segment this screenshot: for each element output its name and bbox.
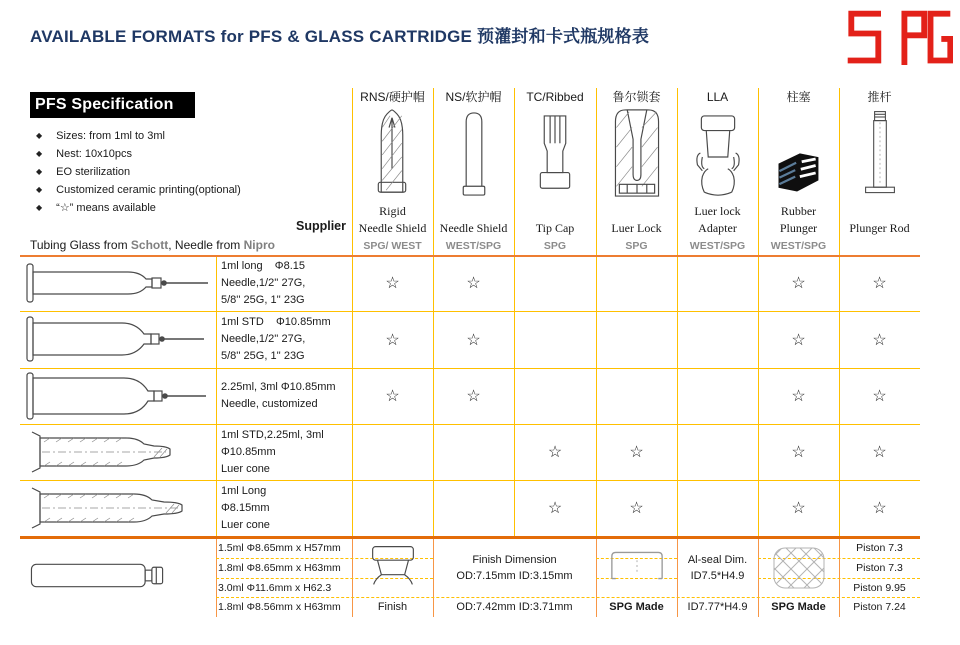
cartridge-size: 1.8ml Φ8.65mm x H63mm — [218, 562, 341, 574]
al-seal-icon — [608, 550, 666, 582]
diamond-bullet-icon: ◆ — [36, 203, 43, 212]
column-supplier: SPG — [543, 240, 567, 252]
row-description — [221, 311, 351, 368]
diamond-bullet-icon: ◆ — [36, 131, 43, 140]
star-available-icon: ☆ — [547, 500, 563, 517]
column-name-line: Luer lock — [694, 204, 741, 218]
column-name — [514, 220, 596, 237]
seal-made-label: SPG Made — [609, 601, 664, 613]
spec-bullet — [36, 181, 336, 199]
column-supplier: WEST/SPG — [689, 240, 746, 252]
star-available-icon: ☆ — [547, 444, 563, 461]
column-name — [677, 203, 758, 237]
finish-icon — [362, 543, 424, 589]
star-available-icon: ☆ — [872, 500, 887, 517]
column-title: LLA — [706, 90, 729, 104]
al-seal-dimension-row4: ID7.77*H4.9 — [687, 601, 748, 613]
spec-bullet — [36, 145, 336, 163]
row-description-line: 5/8'' 25G, 1'' 23G — [221, 350, 305, 362]
row-description — [221, 368, 351, 424]
soft-needle-shield-icon — [456, 110, 492, 198]
cartridge-size: 3.0ml Φ11.6mm x H62.3 — [218, 581, 332, 594]
star-available-icon: ☆ — [385, 331, 400, 349]
luer-lock-adapter-icon — [690, 112, 746, 202]
row-description-line: 1ml long Φ8.15 — [221, 259, 305, 272]
column-title: NS/软护帽 — [445, 90, 502, 104]
column-name — [839, 220, 920, 237]
row-description-line: 2.25ml, 3ml Φ10.85mm — [221, 381, 336, 393]
spec-bullet-text: Nest: 10x10pcs — [56, 148, 132, 160]
finish-dimension: Finish Dimension OD:7.15mm ID:3.15mm — [456, 553, 573, 582]
finish-dimension-row4: OD:7.42mm ID:3.71mm — [456, 601, 573, 613]
star-available-icon: ☆ — [629, 500, 644, 517]
column-name-line: Rigid — [379, 204, 406, 218]
spec-bullet — [36, 199, 336, 217]
star-available-icon: ☆ — [872, 388, 887, 405]
plunger-rod-icon — [862, 106, 898, 200]
page-title-zh: 预灌封和卡式瓶规格表 — [477, 27, 650, 46]
piston-size: Piston 7.3 — [856, 542, 903, 554]
page-title — [30, 22, 649, 47]
luer-cone-syringe-icon — [26, 486, 218, 530]
brand-schott: Schott — [130, 238, 169, 252]
row-description — [221, 424, 351, 480]
column-supplier: SPG — [625, 240, 648, 252]
column-name-line: Luer Lock — [611, 221, 662, 235]
star-available-icon: ☆ — [629, 444, 644, 461]
column-supplier: WEST/SPG — [770, 240, 827, 252]
row-description-line: Φ8.15mm — [221, 501, 270, 514]
column-title: TC/Ribbed — [526, 90, 584, 104]
piston-size: Piston 7.24 — [853, 601, 906, 613]
column-name-line: Adapter — [698, 221, 737, 235]
al-seal-dimension: Al-seal Dim. ID7.5*H4.9 — [687, 553, 748, 582]
row-description — [221, 480, 351, 536]
column-name — [433, 220, 514, 237]
cartridge-size: 1.5ml Φ8.65mm x H57mm — [218, 542, 341, 554]
brand-nipro: Nipro — [243, 238, 275, 252]
syringe-needle-icon — [24, 314, 212, 364]
row-description-line: 1ml STD,2.25ml, 3ml — [221, 428, 324, 441]
star-available-icon: ☆ — [791, 388, 806, 405]
column-name-line: Rubber — [780, 204, 817, 218]
spec-heading: PFS Specification — [30, 92, 195, 118]
row-description-line: 1ml Long — [221, 484, 267, 497]
column-name-line: Needle Shield — [358, 221, 427, 235]
row-description-line: Φ10.85mm — [221, 445, 276, 458]
star-available-icon: ☆ — [466, 275, 481, 292]
column-supplier: SPG/ WEST — [363, 240, 422, 252]
column-title: 推杆 — [867, 90, 892, 104]
supplier-label: Supplier — [295, 219, 346, 233]
finish-label: Finish — [377, 601, 408, 613]
star-available-icon: ☆ — [791, 275, 806, 292]
spec-bullet-text: EO sterilization — [56, 166, 131, 178]
row-description-line: 5/8'' 25G, 1'' 23G — [221, 293, 305, 306]
column-title: RNS/硬护帽 — [360, 90, 425, 104]
star-available-icon: ☆ — [791, 500, 806, 517]
cartridge-size: 1.8ml Φ8.56mm x H63mm — [218, 601, 341, 613]
piston-size: Piston 7.3 — [856, 562, 903, 574]
syringe-needle-icon — [24, 370, 212, 422]
column-name — [758, 203, 839, 237]
star-available-icon: ☆ — [872, 275, 887, 292]
row-description-line: Luer cone — [221, 462, 270, 475]
column-title: 鲁尔锁套 — [612, 90, 661, 104]
star-available-icon: ☆ — [466, 331, 481, 349]
star-available-icon: ☆ — [791, 331, 806, 349]
column-supplier: WEST/SPG — [445, 240, 502, 252]
star-available-icon: ☆ — [385, 388, 400, 405]
rigid-needle-shield-icon — [372, 108, 412, 198]
row-description-line: Needle,1/2'' 27G, — [221, 333, 306, 345]
tip-cap-icon — [533, 112, 577, 198]
luer-lock-icon — [609, 106, 665, 200]
row-description-line: Luer cone — [221, 518, 270, 531]
column-name — [596, 220, 677, 237]
column-name-line: Plunger Rod — [849, 221, 910, 235]
luer-cone-syringe-icon — [26, 430, 206, 474]
row-description — [221, 255, 351, 311]
spec-bullet — [36, 163, 336, 181]
spec-bullet-text: Customized ceramic printing(optional) — [56, 184, 241, 196]
spg-logo-icon — [845, 8, 953, 68]
star-available-icon: ☆ — [466, 388, 481, 405]
cartridge-icon — [30, 562, 166, 589]
column-name-line: Tip Cap — [535, 221, 575, 235]
diamond-bullet-icon: ◆ — [36, 167, 43, 176]
rubber-plunger-icon — [772, 148, 824, 196]
spec-bullet-text: Sizes: from 1ml to 3ml — [56, 130, 165, 142]
rubber-disc-icon — [772, 546, 826, 590]
tubing-note: Tubing Glass from Schott, Needle from Nipro — [30, 238, 275, 252]
star-available-icon: ☆ — [872, 331, 887, 349]
column-name — [352, 203, 433, 237]
column-supplier — [839, 239, 920, 254]
spec-bullet-text: “☆” means available — [56, 202, 156, 214]
star-available-icon: ☆ — [791, 444, 806, 461]
piston-size: Piston 9.95 — [853, 581, 906, 594]
star-available-icon: ☆ — [385, 275, 400, 292]
column-title: 柱塞 — [786, 90, 811, 104]
row-description-line: Needle, customized — [221, 398, 318, 410]
column-name-line: Plunger — [779, 221, 818, 235]
rubber-made-label: SPG Made — [771, 601, 826, 613]
spec-bullet — [36, 127, 336, 145]
row-description-line: Needle,1/2'' 27G, — [221, 276, 306, 289]
star-available-icon: ☆ — [872, 444, 887, 461]
diamond-bullet-icon: ◆ — [36, 149, 43, 158]
page-title-en: AVAILABLE FORMATS for PFS & GLASS CARTRIDGE — [30, 27, 473, 46]
syringe-needle-icon — [24, 261, 212, 305]
column-name-line: Needle Shield — [439, 221, 508, 235]
diamond-bullet-icon: ◆ — [36, 185, 43, 194]
row-description-line: 1ml STD Φ10.85mm — [221, 316, 331, 328]
